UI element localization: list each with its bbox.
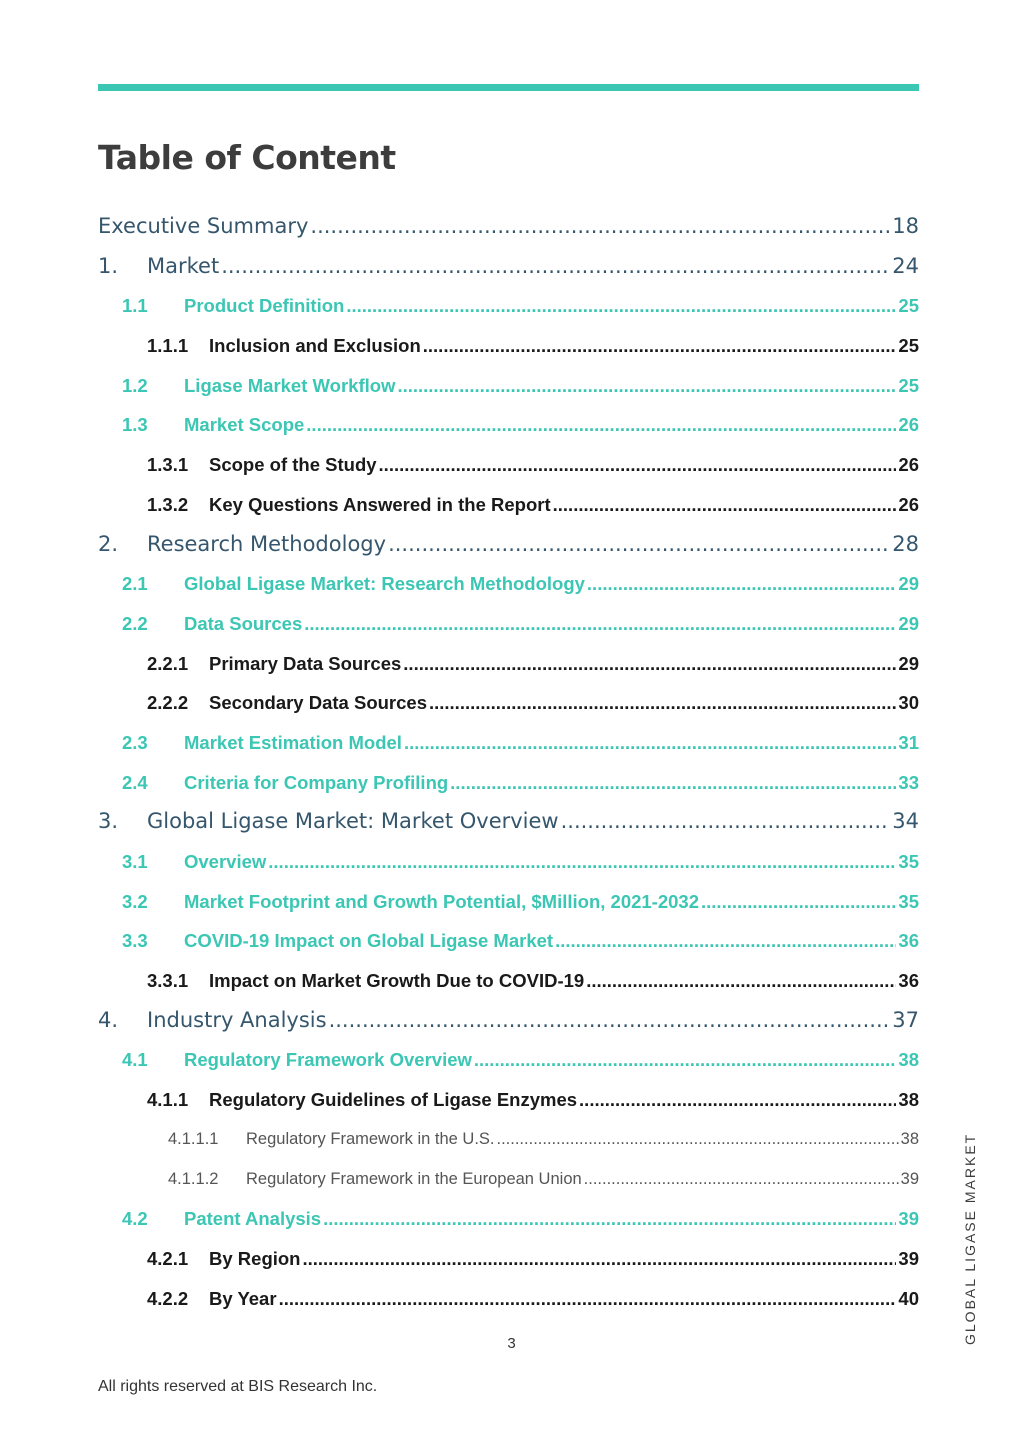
toc-entry-page: 28 [892, 531, 919, 556]
dot-leader [397, 366, 896, 406]
toc-entry-number: 1.1 [122, 295, 148, 317]
toc-entry-title: Key Questions Answered in the Report [209, 493, 551, 515]
toc-entry[interactable] [98, 842, 919, 882]
toc-entry-title: Regulatory Guidelines of Ligase Enzymes [209, 1089, 578, 1111]
toc-entry-number: 3. [98, 809, 119, 834]
toc-entry-page: 38 [900, 1129, 919, 1148]
toc-entry[interactable] [98, 445, 919, 485]
toc-entry-title: Criteria for Company Profiling [184, 771, 449, 793]
toc-entry[interactable] [98, 802, 919, 842]
toc-entry-title: Regulatory Framework in the European Union [246, 1169, 582, 1188]
dot-leader [388, 525, 890, 565]
toc-entry-title: COVID-19 Impact on Global Ligase Market [184, 930, 554, 952]
toc-entry[interactable] [98, 366, 919, 406]
toc-entry-page: 36 [898, 970, 919, 992]
toc-entry-title: Overview [184, 851, 267, 872]
dot-leader [304, 604, 896, 644]
toc-entry-number: 2.2 [122, 612, 148, 634]
dot-leader [306, 405, 896, 445]
toc-entry-number: 3.3 [122, 930, 148, 952]
toc-entry-title: Industry Analysis [147, 1007, 327, 1032]
toc-entry[interactable] [98, 247, 919, 287]
toc-entry-page: 29 [898, 612, 919, 634]
dot-leader [474, 1040, 897, 1080]
dot-leader [553, 485, 897, 525]
toc-entry-number: 1. [98, 253, 119, 278]
toc-entry-title: Regulatory Framework in the U.S. [246, 1129, 495, 1148]
page-title: Table of Content [98, 138, 396, 177]
toc-entry-page: 39 [898, 1208, 919, 1230]
side-running-label: GLOBAL LIGASE MARKET [962, 1132, 978, 1345]
toc-entry-title: Impact on Market Growth Due to COVID-19 [209, 970, 585, 992]
toc-entry[interactable] [98, 405, 919, 445]
toc-entry-title: Scope of the Study [209, 454, 377, 476]
toc-entry-number: 1.3.2 [147, 493, 189, 515]
dot-leader [586, 961, 896, 1001]
toc-entry-page: 36 [898, 930, 919, 952]
toc-entry-number: 4.1.1.1 [168, 1129, 219, 1148]
toc-entry-number: 3.1 [122, 851, 148, 872]
toc-entry-number: 4. [98, 1007, 119, 1032]
top-accent-rule [98, 84, 919, 91]
dot-leader [450, 763, 896, 803]
toc-entry-title: Regulatory Framework Overview [184, 1049, 472, 1071]
toc-entry-title: Secondary Data Sources [209, 692, 427, 714]
dot-leader [423, 326, 897, 366]
toc-entry-page: 37 [892, 1007, 919, 1032]
dot-leader [346, 286, 896, 326]
toc-entry[interactable] [98, 604, 919, 644]
toc-entry-number: 4.1 [122, 1049, 148, 1071]
toc-entry[interactable] [98, 683, 919, 723]
toc-entry-number: 3.3.1 [147, 970, 189, 992]
dot-leader [701, 882, 896, 922]
toc-entry-page: 38 [898, 1049, 919, 1071]
toc-entry[interactable] [98, 1279, 919, 1319]
toc-entry-page: 26 [898, 454, 919, 476]
toc-entry[interactable] [98, 1239, 919, 1279]
dot-leader [579, 1080, 896, 1120]
toc-entry[interactable] [98, 485, 919, 525]
dot-leader [323, 1199, 896, 1239]
toc-entry-number: 2. [98, 531, 119, 556]
toc-entry-page: 40 [898, 1287, 919, 1309]
toc-entry-title: Global Ligase Market: Research Methodology [184, 573, 585, 595]
toc-entry-page: 30 [898, 692, 919, 714]
toc-entry-page: 25 [898, 295, 919, 317]
toc-entry[interactable] [98, 525, 919, 565]
toc-entry-title: Research Methodology [147, 531, 387, 556]
toc-entry-title: Executive Summary [98, 214, 309, 238]
footer-copyright: All rights reserved at BIS Research Inc. [98, 1378, 378, 1395]
toc-entry[interactable] [98, 644, 919, 684]
toc-entry[interactable] [98, 564, 919, 604]
toc-entry-title: Ligase Market Workflow [184, 374, 396, 396]
toc-entry[interactable] [98, 326, 919, 366]
dot-leader [310, 207, 890, 247]
toc-entry-page: 26 [898, 493, 919, 515]
toc-entry-page: 24 [892, 253, 919, 278]
toc-entry-page: 25 [898, 335, 919, 357]
toc-entry-title: Primary Data Sources [209, 652, 402, 674]
dot-leader [268, 842, 896, 882]
toc-entry-page: 25 [898, 374, 919, 396]
toc-entry-page: 38 [898, 1089, 919, 1111]
toc-entry-number: 3.2 [122, 890, 148, 912]
dot-leader [555, 921, 896, 961]
toc-entry[interactable] [98, 207, 919, 247]
toc-entry[interactable] [98, 763, 919, 803]
toc-entry-number: 2.2.2 [147, 692, 189, 714]
toc-entry-number: 1.3.1 [147, 454, 189, 476]
toc-entry[interactable] [98, 723, 919, 763]
dot-leader [379, 445, 897, 485]
toc-entry-page: 18 [892, 214, 919, 238]
dot-leader [561, 802, 891, 842]
toc-entry-number: 4.2.1 [147, 1247, 189, 1269]
toc-entry[interactable] [98, 1001, 919, 1041]
toc-entry-page: 31 [898, 731, 919, 753]
toc-entry-number: 2.4 [122, 771, 148, 793]
dot-leader [221, 247, 890, 287]
toc-entry[interactable] [98, 1080, 919, 1120]
toc-entry-page: 35 [898, 890, 919, 912]
toc-entry[interactable] [98, 882, 919, 922]
toc-entry[interactable] [98, 286, 919, 326]
dot-leader [584, 1160, 899, 1200]
toc-entry-page: 29 [898, 652, 919, 674]
toc-entry-title: Data Sources [184, 612, 303, 634]
dot-leader [403, 644, 896, 684]
toc-entry-number: 4.1.1.2 [168, 1169, 219, 1188]
dot-leader [429, 683, 896, 723]
toc-entry-title: By Year [209, 1287, 277, 1309]
toc-entry-page: 35 [898, 851, 919, 872]
toc-entry-page: 33 [898, 771, 919, 793]
toc-entry-title: Patent Analysis [184, 1208, 322, 1230]
toc-entry-number: 2.1 [122, 573, 148, 595]
dot-leader [587, 564, 897, 604]
toc-entry[interactable] [98, 1199, 919, 1239]
toc-entry[interactable] [98, 961, 919, 1001]
toc-entry-number: 1.3 [122, 414, 148, 436]
toc-entry-number: 1.1.1 [147, 335, 189, 357]
toc-entry-title: Market [147, 253, 220, 278]
toc-entry[interactable] [98, 1040, 919, 1080]
toc-entry-number: 1.2 [122, 374, 148, 396]
toc-entry-number: 2.3 [122, 731, 148, 753]
toc-entry-number: 4.2 [122, 1208, 148, 1230]
toc-entry-page: 26 [898, 414, 919, 436]
page-number: 3 [507, 1335, 516, 1352]
toc-entry[interactable] [98, 1160, 919, 1200]
dot-leader [329, 1001, 891, 1041]
toc-entry-title: Market Footprint and Growth Potential, $Million, 2021-2032 [184, 890, 700, 912]
toc-entry-page: 39 [898, 1247, 919, 1269]
table-of-contents [98, 207, 919, 1318]
toc-entry-title: By Region [209, 1247, 301, 1269]
toc-entry-page: 39 [900, 1169, 919, 1188]
toc-entry-title: Inclusion and Exclusion [209, 335, 421, 357]
toc-entry-page: 29 [898, 573, 919, 595]
dot-leader [279, 1279, 897, 1319]
toc-entry-page: 34 [892, 809, 919, 834]
toc-entry-number: 2.2.1 [147, 652, 189, 674]
toc-entry-title: Market Scope [184, 414, 305, 436]
toc-entry[interactable] [98, 921, 919, 961]
dot-leader [404, 723, 896, 763]
toc-entry-number: 4.2.2 [147, 1287, 189, 1309]
toc-entry-title: Global Ligase Market: Market Overview [147, 809, 559, 834]
toc-entry-title: Product Definition [184, 295, 345, 317]
toc-entry[interactable] [98, 1120, 919, 1160]
toc-entry-number: 4.1.1 [147, 1089, 189, 1111]
dot-leader [497, 1120, 899, 1160]
toc-entry-title: Market Estimation Model [184, 731, 402, 753]
dot-leader [302, 1239, 896, 1279]
